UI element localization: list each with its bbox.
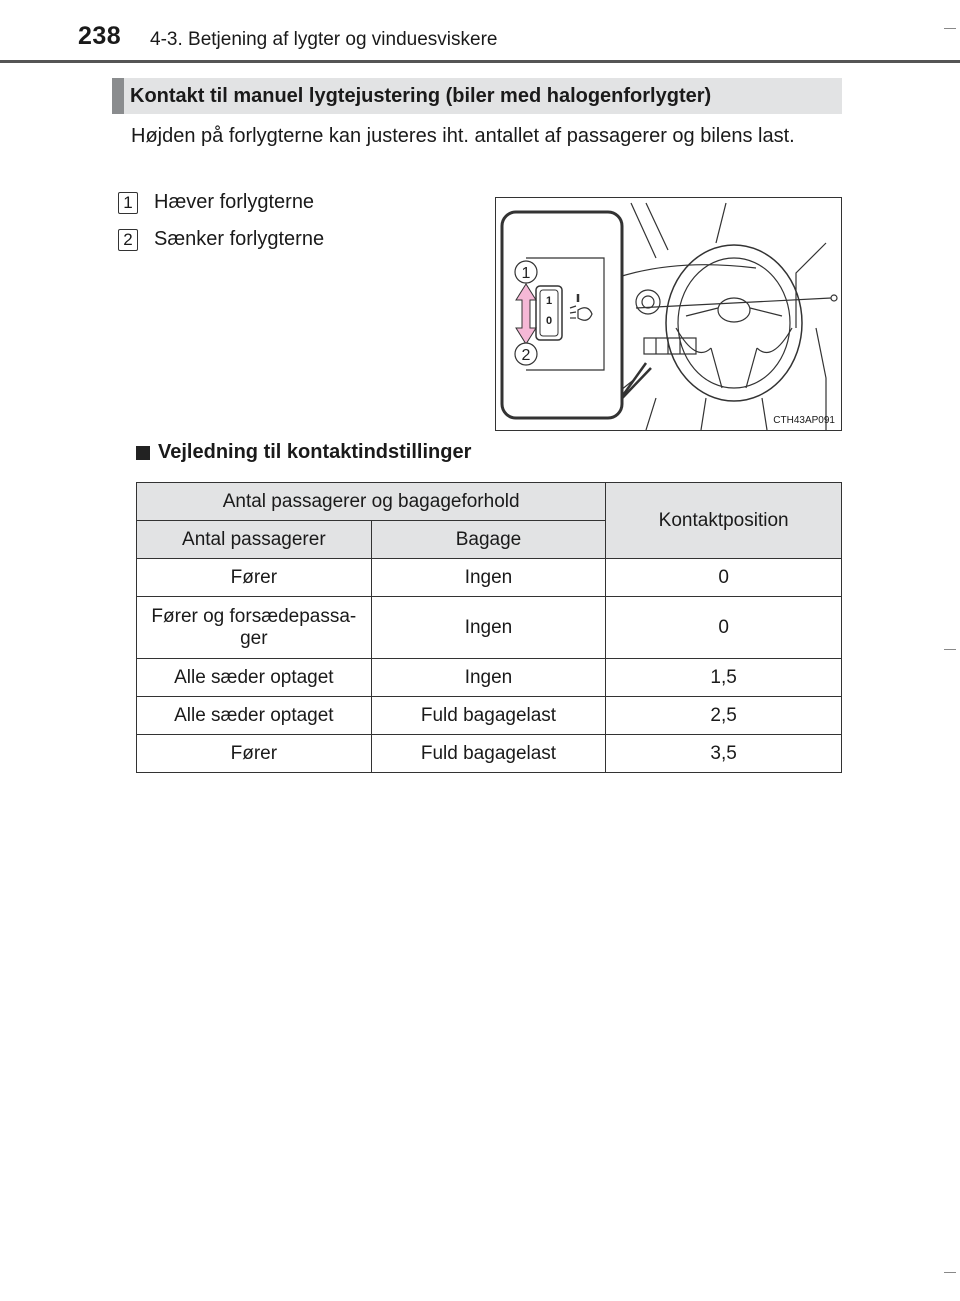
- chapter-title: 4-3. Betjening af lygter og vinduesviskere: [150, 29, 498, 50]
- position-cell: 1,5: [606, 659, 842, 697]
- position-cell: 0: [606, 597, 842, 659]
- position-cell: 3,5: [606, 735, 842, 773]
- item-label-lower: Sænker forlygterne: [154, 228, 325, 250]
- section-title-bar: [112, 78, 842, 114]
- luggage-cell: Fuld bagagelast: [371, 735, 606, 773]
- passengers-header: Antal passagerer: [137, 521, 372, 559]
- luggage-cell: Ingen: [371, 597, 606, 659]
- intro-paragraph: Højden på forlygterne kan justeres iht. antallet af passagerer og bilens last.: [131, 125, 795, 147]
- position-header: Kontaktposition: [606, 483, 842, 559]
- table-row: [137, 735, 842, 773]
- table-row: [137, 597, 842, 659]
- luggage-cell: Fuld bagagelast: [371, 697, 606, 735]
- callout-label-2: 2: [521, 347, 531, 364]
- passengers-cell: [137, 597, 372, 659]
- passengers-cell: Fører: [137, 559, 372, 597]
- item-number-1: 1: [118, 192, 138, 214]
- passengers-cell-line1: Fører og forsædepassa-: [151, 605, 357, 627]
- group-header: Antal passagerer og bagageforhold: [137, 483, 606, 521]
- table-row: [137, 559, 842, 597]
- subsection-heading: [136, 441, 471, 464]
- dial-label-1: 1: [545, 295, 553, 307]
- dashboard-illustration: [496, 198, 841, 430]
- callout-label-1: 1: [521, 265, 531, 282]
- passengers-cell-line2: ger: [240, 627, 268, 649]
- item-number-2: 2: [118, 229, 138, 251]
- passengers-cell: Alle sæder optaget: [137, 659, 372, 697]
- position-cell: 0: [606, 559, 842, 597]
- luggage-header: Bagage: [371, 521, 606, 559]
- header-rule: [0, 60, 960, 63]
- figure-code: CTH43AP091: [773, 415, 835, 426]
- position-cell: 2,5: [606, 697, 842, 735]
- section-title: Kontakt til manuel lygtejustering (biler med halogenforlygter): [130, 84, 712, 107]
- item-label-raise: Hæver forlygterne: [154, 191, 315, 213]
- crop-mark-top-right: [944, 28, 956, 29]
- crop-mark-bottom-right: [944, 1272, 956, 1273]
- square-bullet-icon: [136, 446, 150, 460]
- table-header-row: [137, 483, 842, 521]
- passengers-cell: Fører: [137, 735, 372, 773]
- luggage-cell: Ingen: [371, 559, 606, 597]
- subsection-title: Vejledning til kontaktindstillinger: [158, 441, 472, 463]
- passengers-cell: Alle sæder optaget: [137, 697, 372, 735]
- dial-label-0: 0: [545, 315, 553, 327]
- crop-mark-mid-right: [944, 649, 956, 650]
- item-raise: [118, 191, 314, 214]
- item-lower: [118, 228, 324, 251]
- headlight-switch-figure: [495, 197, 842, 431]
- table-row: [137, 697, 842, 735]
- switch-settings-table: [136, 482, 842, 773]
- luggage-cell: Ingen: [371, 659, 606, 697]
- page-number: 238: [78, 22, 122, 50]
- table-row: [137, 659, 842, 697]
